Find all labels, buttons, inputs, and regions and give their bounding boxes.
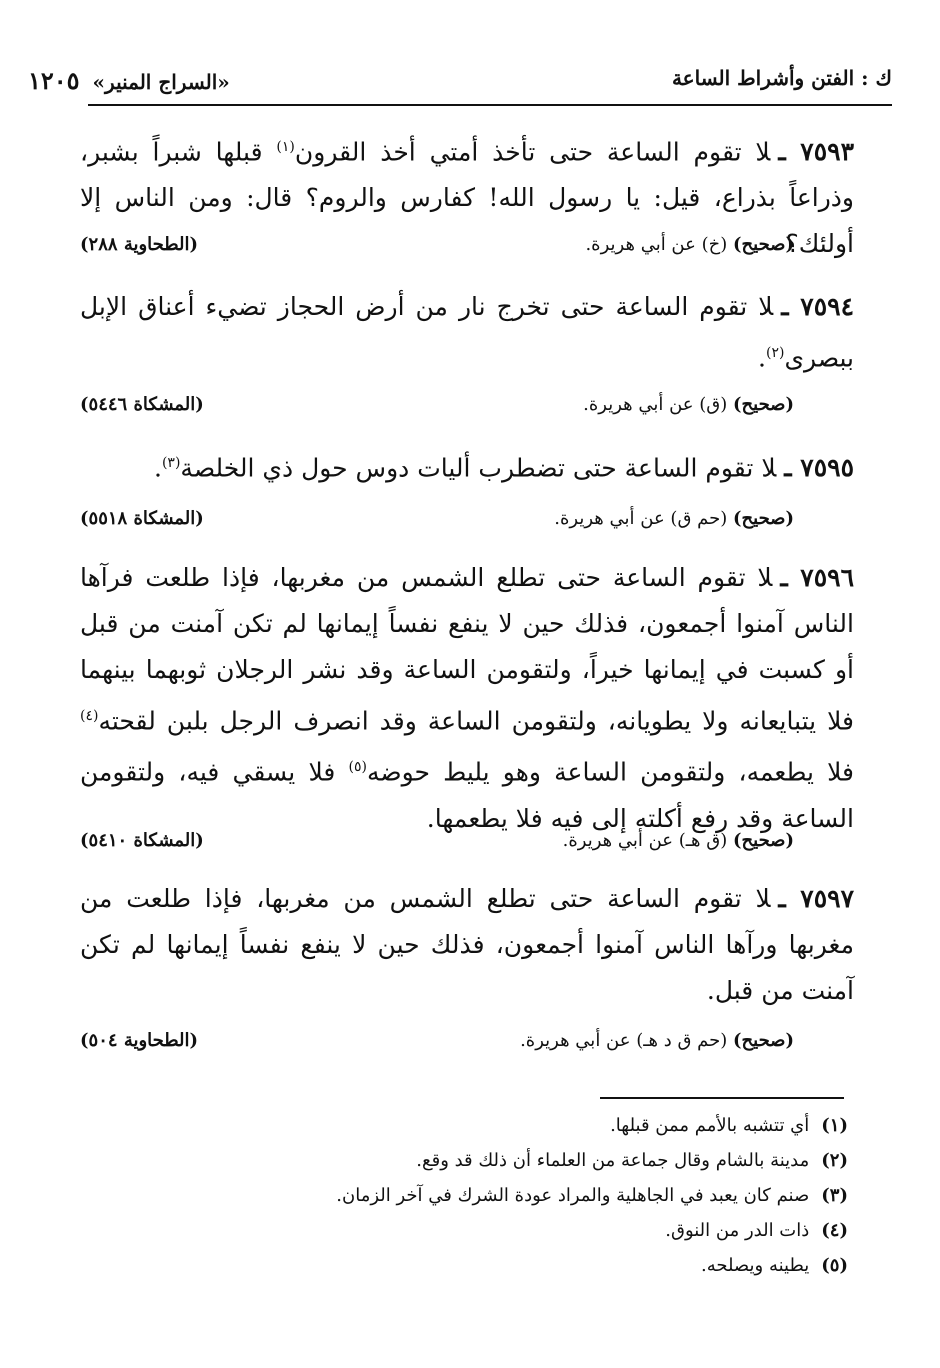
footnote-marker: (٤) [80, 708, 99, 724]
hadith-7593-source [80, 234, 854, 264]
footnote-number: (٢) [821, 1150, 848, 1171]
narrator-source: (حم ق) عن أبي هريرة. [554, 508, 728, 529]
hadith-text: لا تقوم الساعة حتى تطلع الشمس من مغربها، فإذا طلعت من مغربها ورآها الناس آمنوا أجمعون، فذلك حين لا ينفع نفساً إيمانها لم تكن آمنت من قبل. [80, 884, 854, 1005]
footnote-item [88, 1213, 848, 1248]
footnotes [88, 1108, 848, 1283]
footnote-text: صنم كان يعبد في الجاهلية والمراد عودة الشرك في آخر الزمان. [336, 1185, 810, 1206]
hadith-text: لا تقوم الساعة حتى تأخذ أمتي أخذ القرون [294, 137, 771, 167]
hadith-7596 [80, 555, 854, 842]
reference: (المشكاة ٥٤٤٦) [80, 394, 204, 415]
hadith-text: لا تقوم الساعة حتى تخرج نار من أرض الحجاز تضيء أعناق الإبل ببصرى [80, 292, 854, 373]
footnote-text: يطينه ويصلحه. [700, 1255, 810, 1276]
footnote-number: (١) [821, 1115, 848, 1136]
narrator-source: (ق) عن أبي هريرة. [583, 394, 728, 415]
hadith-7594 [80, 284, 854, 381]
narrator-source: (ق هـ) عن أبي هريرة. [562, 830, 728, 851]
hadith-text-cont: فلا يطعمه، ولتقومن الساعة وهو يليط حوضه [366, 757, 854, 787]
footnote-rule [600, 1097, 844, 1099]
hadith-7594-source [80, 394, 854, 424]
footnote-marker: (٥) [348, 759, 367, 776]
footnote-item [88, 1108, 848, 1143]
footnote-text: ذات الدر من النوق. [665, 1220, 810, 1241]
reference: (المشكاة ٥٥١٨) [80, 508, 204, 529]
hadith-number: ٧٥٩٦ ـ [780, 563, 855, 592]
page-number: ١٢٠٥ [28, 66, 80, 95]
hadith-number: ٧٥٩٤ ـ [781, 292, 854, 321]
hadith-text-cont: . [154, 453, 162, 483]
hadith-number: ٧٥٩٣ ـ [778, 137, 855, 167]
narrator-source: (خ) عن أبي هريرة. [585, 234, 728, 255]
grade: (صحيح) [733, 508, 794, 529]
book-title: «السراج المنير» [92, 70, 230, 94]
footnote-item [88, 1248, 848, 1283]
reference: (الطحاوية ٥٠٤) [80, 1030, 199, 1051]
header-rule [88, 104, 892, 106]
hadith-7595 [80, 440, 854, 491]
reference: (المشكاة ٥٤١٠) [80, 830, 204, 851]
book-title-and-page [28, 66, 230, 95]
footnote-text: أي تتشبه بالأمم ممن قبلها. [610, 1115, 810, 1136]
hadith-7596-source [80, 830, 854, 860]
hadith-7597 [80, 876, 854, 1014]
hadith-text: لا تقوم الساعة حتى تضطرب أليات دوس حول ذي الخلصة [180, 453, 777, 483]
footnote-text: مدينة بالشام وقال جماعة من العلماء أن ذلك قد وقع. [416, 1150, 810, 1171]
footnote-item [88, 1143, 848, 1178]
footnote-number: (٤) [821, 1220, 848, 1241]
hadith-text-cont: قبلها شبراً بشبر، وذراعاً بذراع، قيل: يا رسول الله! كفارس والروم؟ قال: ومن الناس إلا أولئك؟ [80, 137, 854, 259]
hadith-text: لا تقوم الساعة حتى تطلع الشمس من مغربها، فإذا طلعت فرآها الناس آمنوا أجمعون، فذلك حين لا ينفع نفساً إيمانها لم تكن آمنت من قبل أو كسبت في إيمانها خيراً، ولتقومن الساعة وقد نشر الرجلان ثوبهما بينهما فلا يتبايعانه ولا يطويانه، ولتقومن الساعة وقد انصرف الرجل بلبن لقحته [80, 563, 854, 736]
grade: (صحيح) [733, 1030, 794, 1051]
narrator-source: (حم ق د هـ) عن أبي هريرة. [520, 1030, 728, 1051]
grade: (صحيح) [733, 830, 794, 851]
reference: (الطحاوية ٢٨٨) [80, 234, 199, 255]
hadith-text-end: فلا يسقي فيه، ولتقومن الساعة وقد رفع أكلته إلى فيه فلا يطعمها. [80, 757, 854, 833]
grade: (صحيح) [733, 234, 794, 255]
hadith-text-cont: . [758, 343, 766, 373]
hadith-number: ٧٥٩٥ ـ [784, 453, 854, 483]
footnote-marker: (٢) [765, 345, 785, 361]
hadith-7597-source [80, 1030, 854, 1060]
footnote-item [88, 1178, 848, 1213]
footnote-marker: (١) [276, 139, 295, 155]
footnote-number: (٣) [821, 1185, 848, 1206]
footnote-marker: (٣) [161, 455, 181, 471]
chapter-title: ك : الفتن وأشراط الساعة [671, 66, 892, 90]
hadith-number: ٧٥٩٧ ـ [778, 884, 854, 913]
grade: (صحيح) [733, 394, 794, 415]
running-header [28, 66, 892, 112]
hadith-7595-source [80, 508, 854, 538]
footnote-number: (٥) [821, 1255, 848, 1276]
